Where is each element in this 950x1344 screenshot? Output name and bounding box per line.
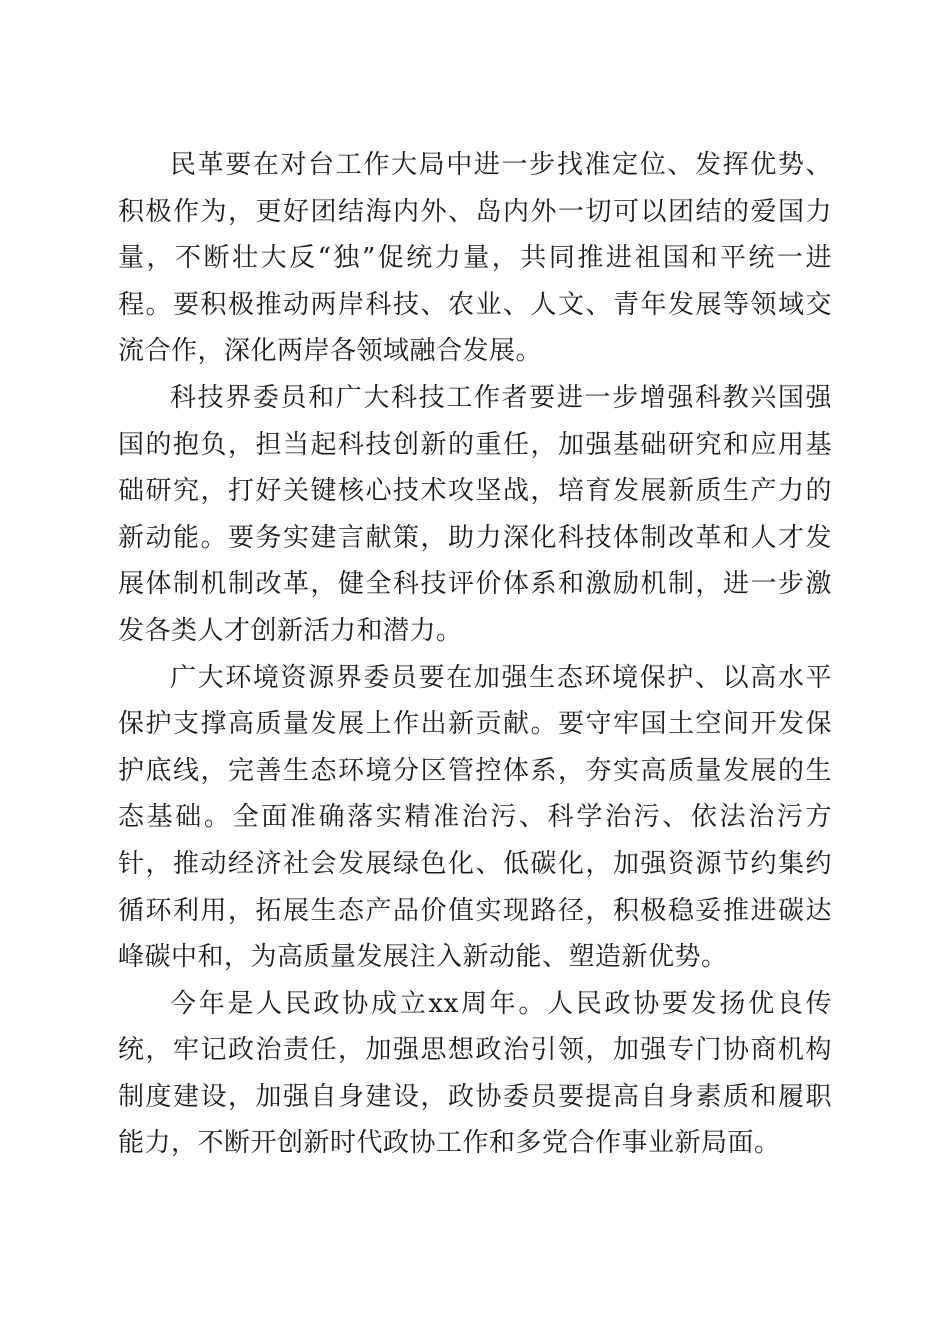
- paragraph-science-technology: 科技界委员和广大科技工作者要进一步增强科教兴国强国的抱负，担当起科技创新的重任，加强基础研究和应用基础研究，打好关键核心技术攻坚战，培育发展新质生产力的新动能。要务实建言献策，助力深化科技体制改革和人才发展体制机制改革，健全科技评价体系和激励机制，进一步激发各类人才创新活力和潜力。: [118, 382, 832, 646]
- paragraph-cppcc-anniversary: 今年是人民政协成立xx周年。人民政协要发扬优良传统，牢记政治责任，加强思想政治引领，加强专门协商机构制度建设，加强自身建设，政协委员要提高自身素质和履职能力，不断开创新时代政协工作和多党合作事业新局面。: [118, 988, 832, 1159]
- paragraph-taiwan-work: 民革要在对台工作大局中进一步找准定位、发挥优势、积极作为，更好团结海内外、岛内外一切可以团结的爱国力量，不断壮大反“独”促统力量，共同推进祖国和平统一进程。要积极推动两岸科技、农业、人文、青年发展等领域交流合作，深化两岸各领域融合发展。: [118, 150, 832, 367]
- document-body: [118, 142, 832, 1167]
- paragraph-environment-resources: 广大环境资源界委员要在加强生态环境保护、以高水平保护支撑高质量发展上作出新贡献。要守牢国土空间开发保护底线，完善生态环境分区管控体系，夯实高质量发展的生态基础。全面准确落实精准治污、科学治污、依法治污方针，推动经济社会发展绿色化、低碳化，加强资源节约集约循环利用，拓展生态产品价值实现路径，积极稳妥推进碳达峰碳中和，为高质量发展注入新动能、塑造新优势。: [118, 662, 832, 973]
